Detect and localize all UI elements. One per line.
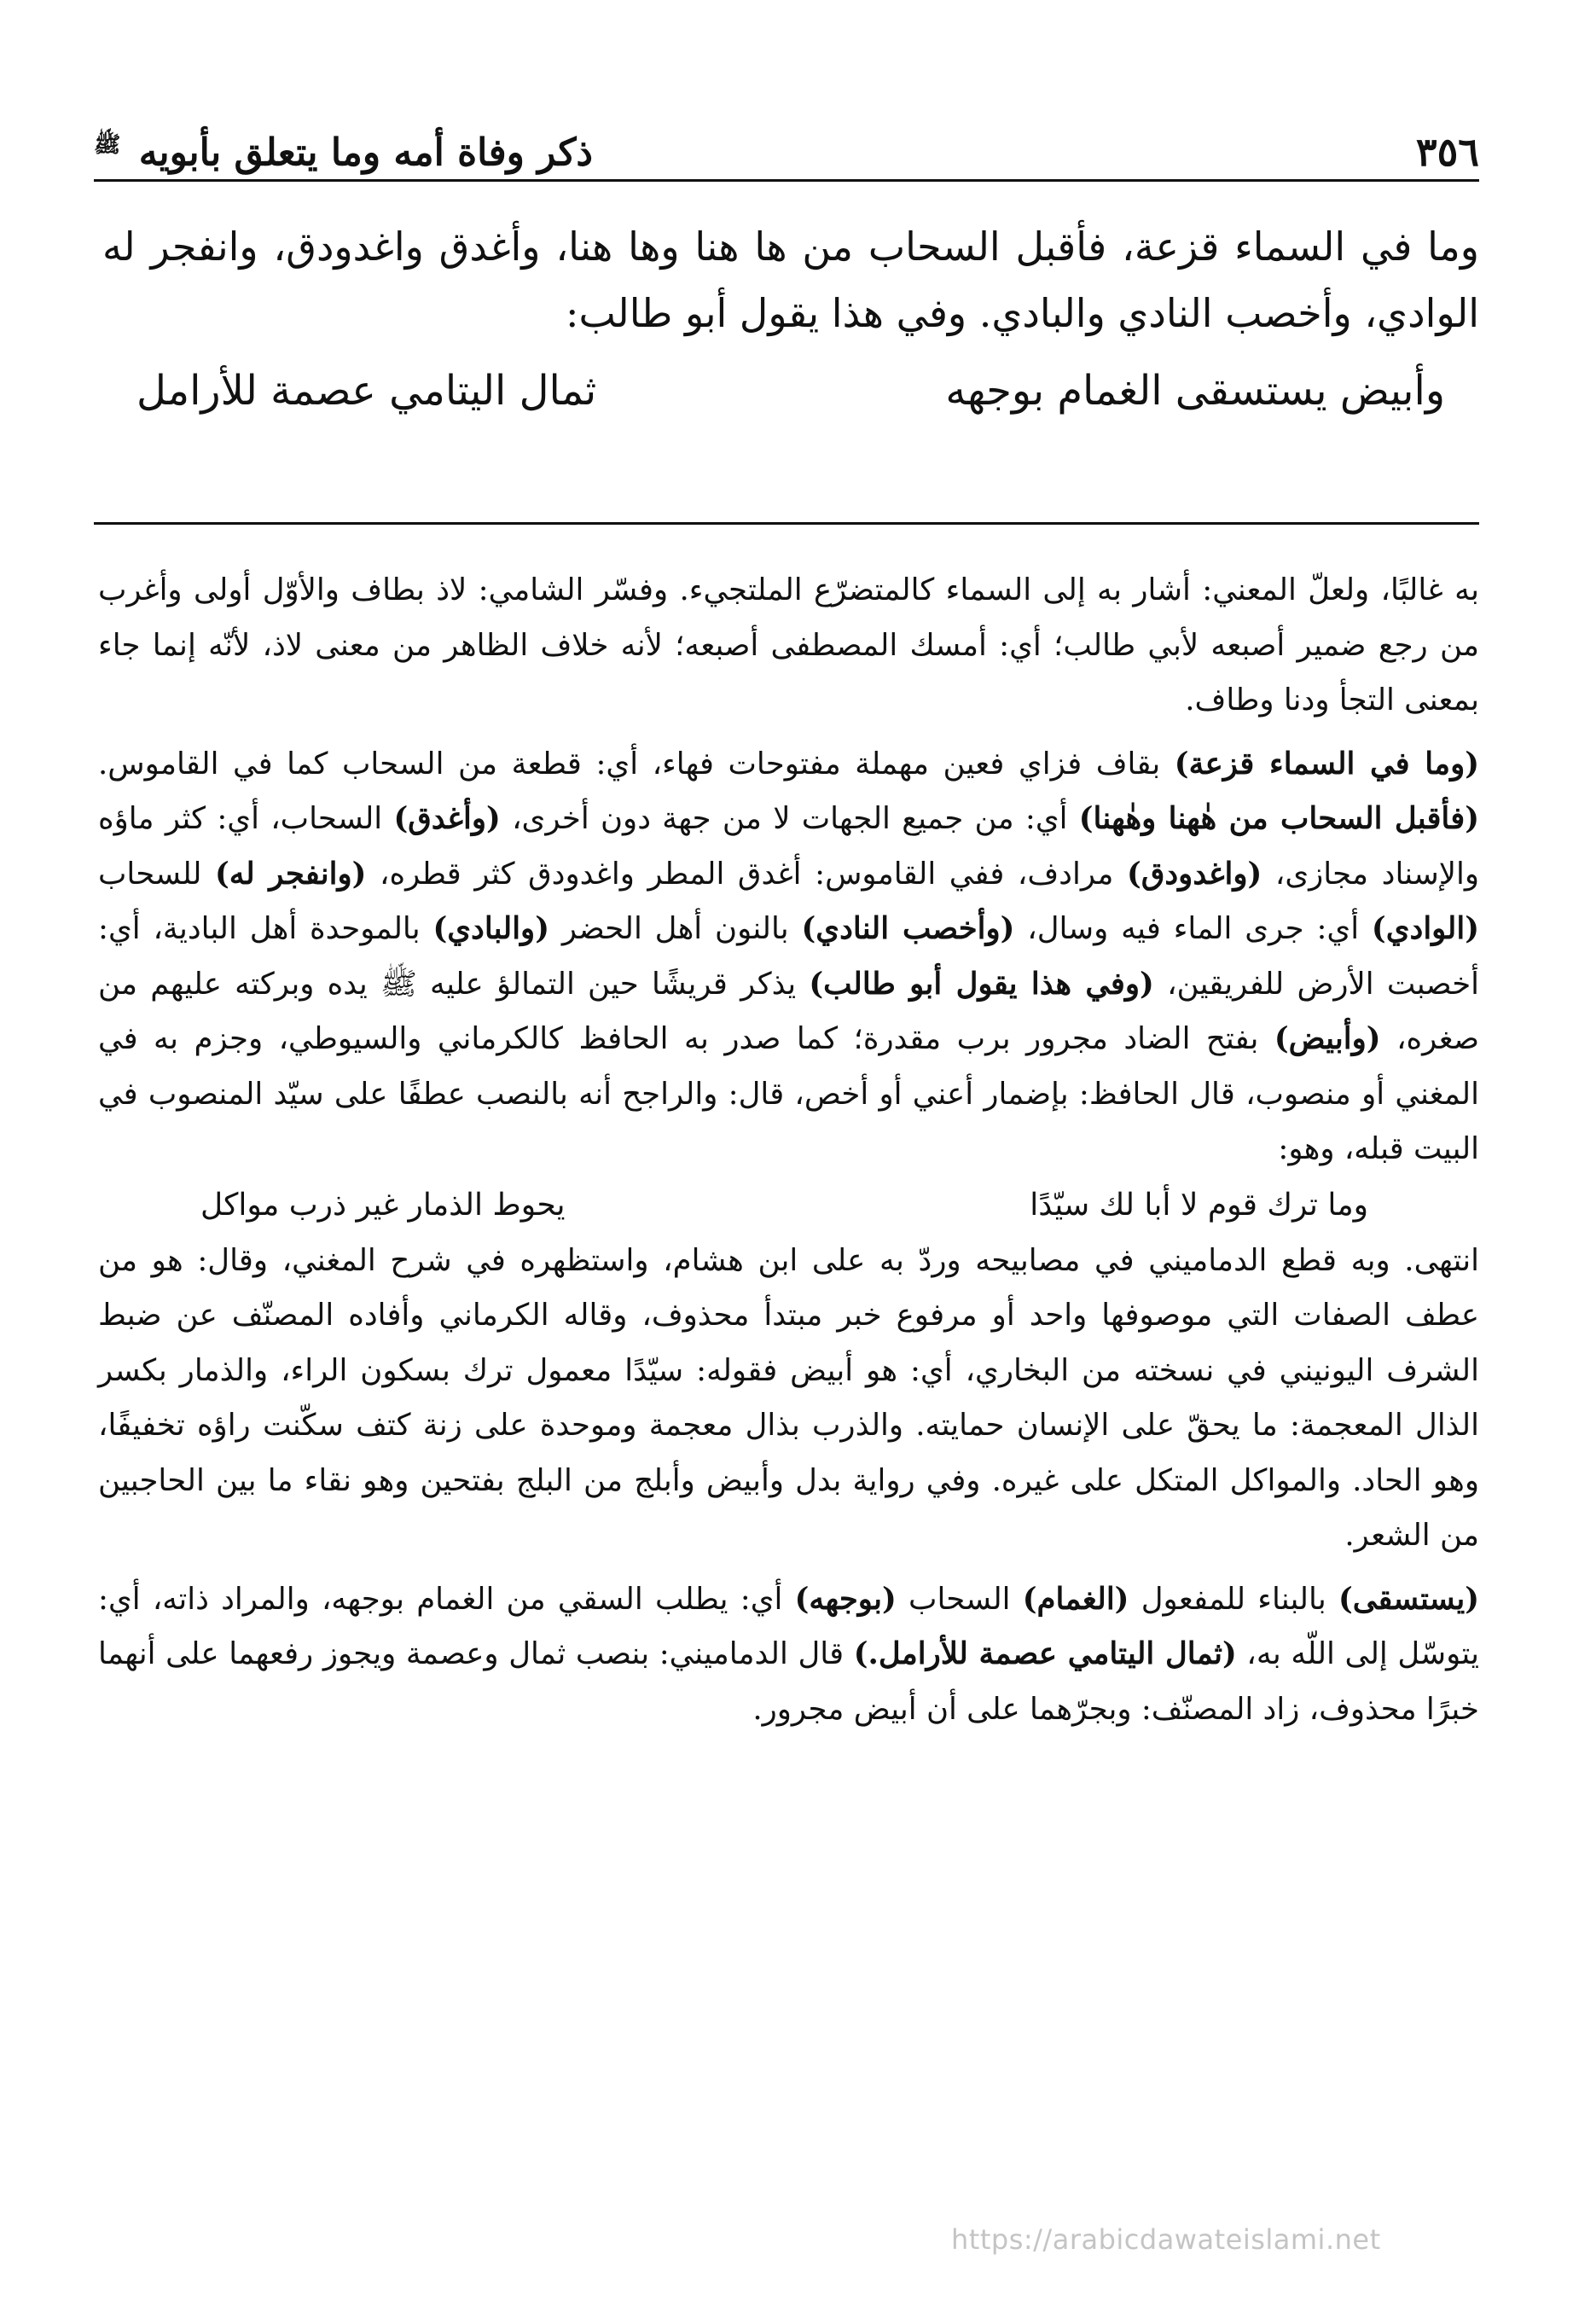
commentary-text: بقاف فزاي فعين مهملة مفتوحات فهاء، أي: قطعة من السحاب كما في القاموس.	[98, 746, 1175, 781]
commentary-text: أي: جرى الماء فيه وسال،	[1014, 911, 1372, 946]
lemma-quote: (واغدودق)	[1127, 856, 1262, 892]
commentary-text: السحاب	[896, 1581, 1023, 1617]
header-divider	[94, 179, 1479, 182]
commentary-verse-first-hemistich: وما ترك قوم لا أبا لك سيّدًا	[1030, 1187, 1368, 1223]
lemma-quote: (وأبيض)	[1274, 1021, 1381, 1056]
verse-first-hemistich: وأبيض يستسقى الغمام بوجهه	[945, 367, 1445, 415]
commentary	[98, 563, 1479, 1737]
lemma-quote: (وفي هذا يقول أبو طالب)	[809, 966, 1154, 1002]
commentary-paragraph-4	[98, 1572, 1479, 1738]
watermark-url: https://arabicdawateislami.net	[951, 2223, 1381, 2256]
main-paragraph: وما في السماء قزعة، فأقبل السحاب من ها هنا وها هنا، وأغدق واغدودق، وانفجر له الوادي، وأخصب النادي والبادي. وفي هذا يقول أبو طالب:	[102, 224, 1479, 336]
commentary-text: يذكر قريشًا حين التمالؤ عليه ﷺ يده وبركته عليهم من صغره،	[98, 966, 1479, 1056]
commentary-text: السحاب، أي: كثر ماؤه والإسناد مجازى،	[98, 801, 1479, 892]
commentary-text: بالبناء للمفعول	[1129, 1581, 1338, 1617]
verse-second-hemistich: ثمال اليتامي عصمة للأرامل	[136, 367, 597, 415]
lemma-quote: (الغمام)	[1022, 1581, 1129, 1617]
lemma-quote: (وأغدق)	[393, 801, 501, 836]
commentary-text: مرادف، ففي القاموس: أغدق المطر واغدودق كثر قطره،	[366, 856, 1128, 892]
lemma-quote: (والبادي)	[432, 911, 549, 946]
commentary-paragraph-2	[98, 737, 1479, 1177]
page-number: ٣٥٦	[1415, 129, 1479, 175]
lemma-quote: (وانفجر له)	[214, 856, 367, 892]
main-text	[102, 213, 1479, 425]
commentary-text: بفتح الضاد مجرور برب مقدرة؛ كما صدر به الحافظ كالكرماني والسيوطي، وجزم به في المغني أو منصوب، قال الحافظ: بإضمار أعني أو أخص، قال: والراجح أنه بالنصب عطفًا على سيّد المنصوب في البيت قبله، وهو:	[98, 1021, 1479, 1166]
lemma-quote: (الوادي)	[1371, 911, 1479, 946]
lemma-quote: (وما في السماء قزعة)	[1174, 746, 1480, 781]
footnote-divider	[94, 522, 1479, 525]
commentary-paragraph-3: انتهى. وبه قطع الدماميني في مصابيحه وردّ به على ابن هشام، واستظهره في شرح المغني، وقال: هو من عطف الصفات التي موصوفها واحد أو مرفوع خبر مبتدأ محذوف، وقاله الكرماني وأفاده المصنّف عن ضبط الشرف اليونيني في نسخته من البخاري، أي: هو أبيض فقوله: سيّدًا معمول ترك بسكون الراء، والذمار بكسر الذال المعجمة: ما يحقّ على الإنسان حمايته. والذرب بذال معجمة وموحدة على زنة كتف سكّنت راؤه تخفيفًا، وهو الحاد. والمواكل المتكل على غيره. وفي رواية بدل وأبيض وأبلج من البلج بفتحين وهو نقاء ما بين الحاجبين من الشعر.	[98, 1242, 1479, 1553]
commentary-text: بالنون أهل الحضر	[549, 911, 802, 946]
lemma-quote: (بوجهه)	[794, 1581, 897, 1617]
commentary-text: للسحاب	[98, 856, 215, 892]
page-header	[94, 102, 1479, 175]
running-title-text: ذكر وفاة أمه وما يتعلق بأبويه	[138, 131, 593, 175]
commentary-verse	[200, 1177, 1368, 1234]
commentary-text: بالموحدة أهل البادية، أي: أخصبت الأرض للفريقين،	[98, 911, 1480, 1002]
commentary-verse-second-hemistich: يحوط الذمار غير ذرب مواكل	[200, 1187, 566, 1223]
honorific-mark: ﷺ	[94, 132, 121, 159]
lemma-quote: (وأخصب النادي)	[801, 911, 1015, 946]
main-verse	[136, 357, 1445, 425]
commentary-paragraph-1: به غالبًا، ولعلّ المعني: أشار به إلى السماء كالمتضرّع الملتجيء. وفسّر الشامي: لاذ بطاف والأوّل أولى وأغرب من رجع ضمير أصبعه لأبي طالب؛ أي: أمسك المصطفى أصبعه؛ لأنه خلاف الظاهر من معنى لاذ، لأنّه إنما جاء بمعنى التجأ ودنا وطاف.	[98, 572, 1480, 718]
lemma-quote: (يستسقى)	[1338, 1581, 1480, 1617]
commentary-text: أي: من جميع الجهات لا من جهة دون أخرى،	[500, 801, 1079, 836]
lemma-quote: (ثمال اليتامي عصمة للأرامل.)	[853, 1636, 1237, 1671]
commentary-text: أي: يطلب السقي من الغمام بوجهه، والمراد ذاته، أي: يتوسّل إلى اللّه به،	[98, 1581, 1479, 1671]
commentary-text: قال الدماميني: بنصب ثمال وعصمة ويجوز رفعهما على أنهما خبرًا محذوف، زاد المصنّف: وبجرّهما على أن أبيض مجرور.	[98, 1636, 1479, 1727]
running-title	[94, 131, 593, 175]
lemma-quote: (فأقبل السحاب من هٰهنا وهٰهنا)	[1078, 801, 1480, 836]
